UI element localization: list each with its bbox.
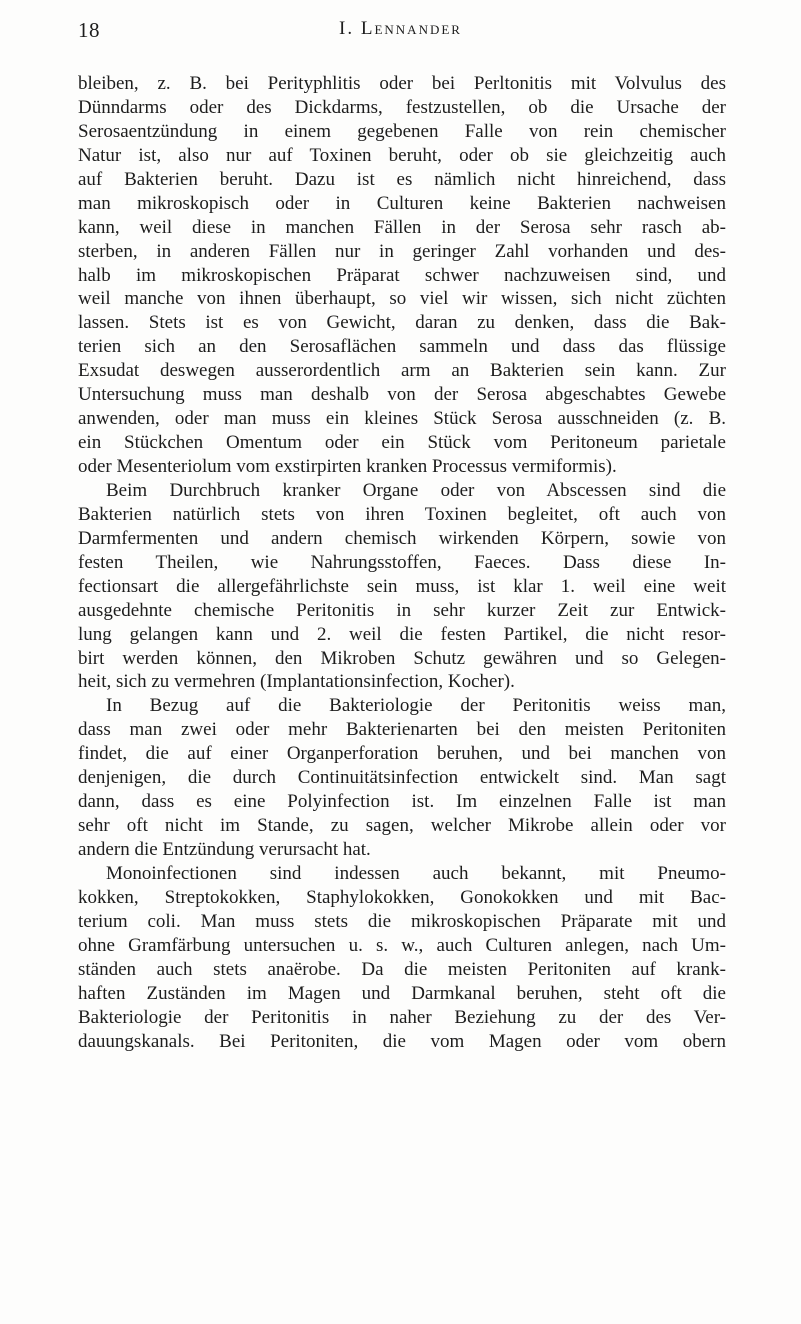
text-line: oder Mesenteriolum vom exstirpirten kranken Processus vermiformis). xyxy=(78,456,617,477)
paragraph xyxy=(78,862,726,1054)
text-line: Serosaentzündung in einem gegebenen Falle von rein chemischer xyxy=(78,120,726,142)
page-header xyxy=(78,14,723,44)
text-line: halb im mikroskopischen Präparat schwer nachzuweisen sind, und xyxy=(78,264,726,286)
text-line: Untersuchung muss man deshalb von der Serosa abgeschabtes Gewebe xyxy=(78,384,726,406)
text-line: Bakterien natürlich stets von ihren Toxinen begleitet, oft auch von xyxy=(78,503,726,525)
text-line: dass man zwei oder mehr Bakterienarten bei den meisten Peritoniten xyxy=(78,719,726,741)
text-line: anwenden, oder man muss ein kleines Stück Serosa ausschneiden (z. B. xyxy=(78,408,726,430)
text-line: weil manche von ihnen überhaupt, so viel wir wissen, sich nicht züchten xyxy=(78,288,726,310)
text-line: denjenigen, die durch Continuitätsinfection entwickelt sind. Man sagt xyxy=(78,767,726,789)
text-line: festen Theilen, wie Nahrungsstoffen, Faeces. Dass diese In- xyxy=(78,551,726,573)
paragraph xyxy=(78,479,726,694)
text-line: lung gelangen kann und 2. weil die festen Partikel, die nicht resor- xyxy=(78,623,726,645)
text-line: auf Bakterien beruht. Dazu ist es nämlich nicht hinreichend, dass xyxy=(78,168,726,190)
text-line: Dünndarms oder des Dickdarms, festzustellen, ob die Ursache der xyxy=(78,96,726,118)
text-line: kann, weil diese in manchen Fällen in der Serosa sehr rasch ab- xyxy=(78,216,726,238)
text-line: fectionsart die allergefährlichste sein muss, ist klar 1. weil eine weit xyxy=(78,575,726,597)
text-line: In Bezug auf die Bakteriologie der Peritonitis weiss man, xyxy=(106,695,726,717)
text-line: birt werden können, den Mikroben Schutz gewähren und so Gelegen- xyxy=(78,647,726,669)
text-line: sterben, in anderen Fällen nur in geringer Zahl vorhanden und des- xyxy=(78,240,726,262)
text-line: Monoinfectionen sind indessen auch bekannt, mit Pneumo- xyxy=(106,862,726,884)
text-line: man mikroskopisch oder in Culturen keine Bakterien nachweisen xyxy=(78,192,726,214)
text-line: sehr oft nicht im Stande, zu sagen, welcher Mikrobe allein oder vor xyxy=(78,815,726,837)
page-number: 18 xyxy=(78,18,100,42)
text-line: Exsudat deswegen ausserordentlich arm an Bakterien sein kann. Zur xyxy=(78,360,726,382)
paragraph xyxy=(78,694,726,862)
text-line: ohne Gramfärbung untersuchen u. s. w., auch Culturen anlegen, nach Um- xyxy=(78,934,726,956)
text-line: ausgedehnte chemische Peritonitis in sehr kurzer Zeit zur Entwick- xyxy=(78,599,726,621)
text-line: lassen. Stets ist es von Gewicht, daran zu denken, dass die Bak- xyxy=(78,312,726,334)
body-text xyxy=(78,72,726,1053)
text-line: Natur ist, also nur auf Toxinen beruht, oder ob sie gleichzeitig auch xyxy=(78,144,726,166)
text-line: Bakteriologie der Peritonitis in naher Beziehung zu der des Ver- xyxy=(78,1006,726,1028)
text-line: Darmfermenten und andern chemisch wirkenden Körpern, sowie von xyxy=(78,527,726,549)
text-line: dann, dass es eine Polyinfection ist. Im einzelnen Falle ist man xyxy=(78,791,726,813)
paragraph xyxy=(78,72,726,479)
text-line: andern die Entzündung verursacht hat. xyxy=(78,839,371,860)
text-line: heit, sich zu vermehren (Implantationsinfection, Kocher). xyxy=(78,671,515,693)
text-line: terium coli. Man muss stets die mikroskopischen Präparate mit und xyxy=(78,910,726,932)
text-line: ständen auch stets anaërobe. Da die meisten Peritoniten auf krank- xyxy=(78,958,726,980)
text-line: haften Zuständen im Magen und Darmkanal beruhen, steht oft die xyxy=(78,982,726,1004)
text-line: findet, die auf einer Organperforation beruhen, und bei manchen von xyxy=(78,743,726,765)
text-line: bleiben, z. B. bei Perityphlitis oder bei Perltonitis mit Volvulus des xyxy=(78,73,726,94)
running-head: I. Lennander xyxy=(339,18,462,39)
text-line: Beim Durchbruch kranker Organe oder von Abscessen sind die xyxy=(106,479,726,501)
text-line: terien sich an den Serosaflächen sammeln und dass das flüssige xyxy=(78,336,726,358)
text-line: kokken, Streptokokken, Staphylokokken, Gonokokken und mit Bac- xyxy=(78,886,726,908)
text-line: ein Stückchen Omentum oder ein Stück vom Peritoneum parietale xyxy=(78,432,726,454)
text-line: dauungskanals. Bei Peritoniten, die vom Magen oder vom obern xyxy=(78,1030,726,1052)
